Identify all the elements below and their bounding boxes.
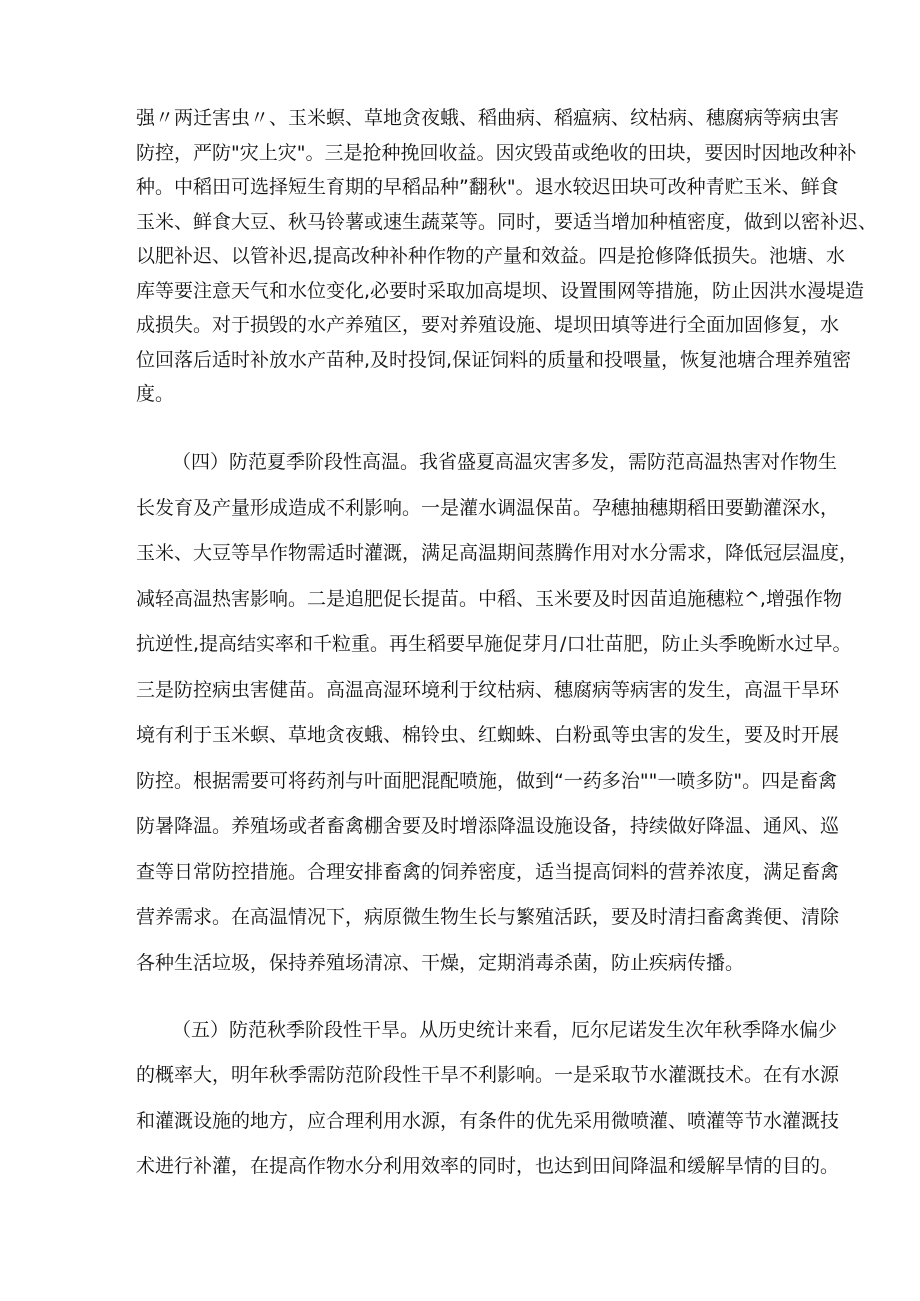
text-line: 长发育及产量形成造成不利影响。一是灌水调温保苗。孕穗抽穗期稻田要勤灌深水， xyxy=(136,497,840,519)
text-line: 防控，严防"灾上灾"。三是抢种挽回收益。因灾毁苗或绝收的田块，要因时因地改种补 xyxy=(136,142,857,164)
text-line: 防控。根据需要可将药剂与叶面肥混配喷施，做到“一药多治""一喷多防"。四是畜禽 xyxy=(136,770,838,792)
section-five-heading-line: （五）防范秋季阶段性干旱。从历史统计来看，厄尔尼诺发生次年秋季降水偏少 xyxy=(172,1019,838,1041)
text-line: 术进行补灌，在提高作物水分利用效率的同时，也达到田间降温和缓解旱情的目的。 xyxy=(136,1155,840,1177)
text-line: 种。中稻田可选择短生育期的早稻品种”翻秋"。退水较迟田块可改种青贮玉米、鲜食 xyxy=(136,176,839,198)
text-line: 成损失。对于损毁的水产养殖区，要对养殖设施、堤坝田填等进行全面加固修复，水 xyxy=(136,314,840,336)
text-line: 营养需求。在高温情况下，病原微生物生长与繁殖活跃，要及时清扫畜禽粪便、清除 xyxy=(136,906,840,928)
text-line: 以肥补迟、以管补迟,提高改种补种作物的产量和效益。四是抢修降低损失。池塘、水 xyxy=(136,245,846,267)
text-line: 玉米、大豆等旱作物需适时灌溉，满足高温期间蒸腾作用对水分需求，降低冠层温度， xyxy=(136,542,859,564)
text-line: 的概率大，明年秋季需防范阶段性干旱不利影响。一是采取节水灌溉技术。在有水源 xyxy=(136,1064,840,1086)
text-line: 强〃两迁害虫〃、玉米螟、草地贪夜蛾、稻曲病、稻瘟病、纹枯病、穗腐病等病虫害 xyxy=(136,107,840,129)
text-line: 境有利于玉米螟、草地贪夜蛾、棉铃虫、红蜘蛛、白粉虱等虫害的发生，要及时开展 xyxy=(136,724,840,746)
text-line: 减轻高温热害影响。二是追肥促长提苗。中稻、玉米要及时因苗追施穗粒^,增强作物 xyxy=(136,588,842,610)
text-line: 查等日常防控措施。合理安排畜禽的饲养密度，适当提高饲料的营养浓度，满足畜禽 xyxy=(136,861,840,883)
text-line: 库等要注意天气和水位变化,必要时采取加高堤坝、设置围网等措施，防止因洪水漫堤造 xyxy=(136,280,865,302)
text-line: 位回落后适时补放水产苗种,及时投饲,保证饲料的质量和投喂量，恢复池塘合理养殖密 xyxy=(136,349,852,371)
text-line: 各种生活垃圾，保持养殖场清凉、干燥，定期消毒杀菌，防止疾病传播。 xyxy=(136,952,745,974)
text-line: 抗逆性,提高结实率和千粒重。再生稻要早施促芽月/口壮苗肥，防止头季晚断水过早。 xyxy=(136,633,852,655)
text-line: 度。 xyxy=(136,383,175,405)
text-line: 和灌溉设施的地方，应合理利用水源，有条件的优先采用微喷灌、喷灌等节水灌溉技 xyxy=(136,1110,840,1132)
text-line: 玉米、鲜食大豆、秋马铃薯或速生蔬菜等。同时，要适当增加种植密度，做到以密补迟、 xyxy=(136,211,878,233)
text-line: 三是防控病虫害健苗。高温高湿环境利于纹枯病、穗腐病等病害的发生，高温干旱环 xyxy=(136,679,840,701)
section-four-heading-line: （四）防范夏季阶段性高温。我省盛夏高温灾害多发，需防范高温热害对作物生 xyxy=(172,451,838,473)
text-line: 防暑降温。养殖场或者畜禽棚舍要及时增添降温设施设备，持续做好降温、通风、巡 xyxy=(136,815,840,837)
